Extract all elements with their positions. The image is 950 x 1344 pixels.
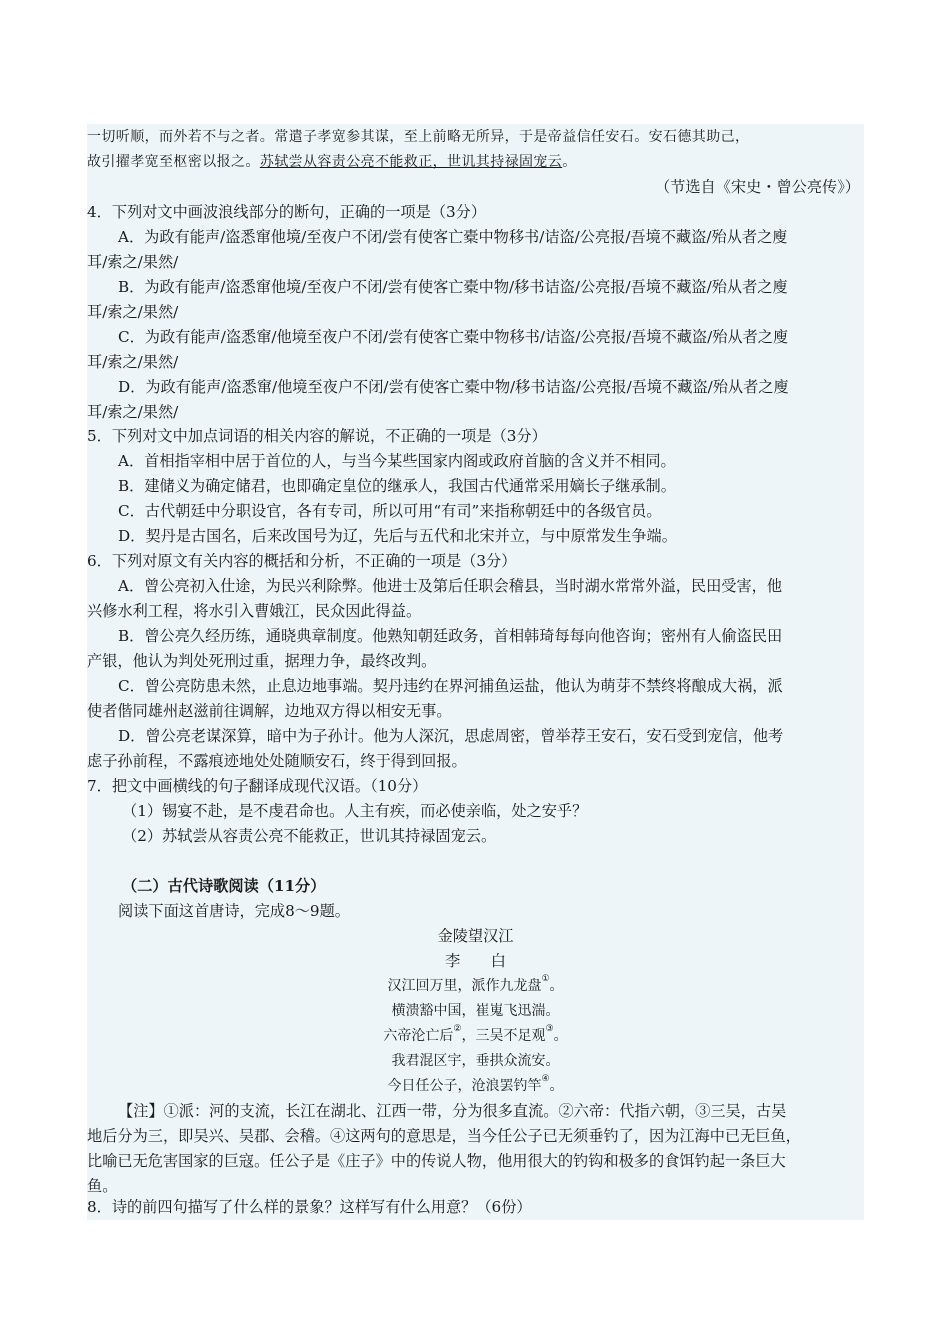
poem-line-3 [87,1024,864,1049]
passage-line-2-end: 。 [562,154,577,170]
q6-option-a-line-1: A．曾公亮初入仕途，为民兴利除弊。他进士及第后任职会稽县，当时湖水常常外溢，民田受害，他 [118,577,783,595]
underlined-sentence: 苏轼尝从容责公亮不能救正，世讥其持禄固宠云 [259,154,563,170]
notes-line-1: 【注】①派：河的支流，长江在湖北、江西一带，分为很多直流。②六帝：代指六朝，③三吴，古吴 [118,1102,787,1120]
q5-option-b: B．建储义为确定储君，也即确定皇位的继承人，我国古代通常采用嫡长子继承制。 [118,477,676,495]
q7-sentence-1: （1）锡宴不赴，是不虔君命也。人主有疾，而必使亲临，处之安乎？ [122,802,588,820]
passage-line-2-text: 故引擢孝宽至枢密以报之。 [87,154,260,170]
poem-line-5-end: 。 [549,1078,564,1094]
passage-line-2 [87,150,864,175]
q4-option-a-line-1: A．为政有能声/盗悉窜他境/至夜户不闭/尝有使客亡橐中物移书/诘盗/公亮报/吾境不藏盗/殆从者之廋 [118,228,788,246]
poem-line-3-end: 。 [553,1028,568,1044]
poem-line-5 [87,1074,864,1099]
poem-line-3-text-b: ，三吴不足观 [461,1028,546,1044]
q4-stem: 4．下列对文中画波浪线部分的断句，正确的一项是（3分） [87,203,487,221]
footnote-marker-3: ③ [545,1024,554,1034]
q6-option-b-line-2: 产银，他认为判处死刑过重，据理力争，最终改判。 [87,652,437,670]
footnote-marker-4: ④ [541,1074,550,1084]
q5-option-a: A．首相指宰相中居于首位的人，与当今某些国家内阁或政府首脑的含义并不相同。 [118,452,676,470]
q6-option-a-line-2: 兴修水利工程，将水引入曹娥江，民众因此得益。 [87,602,422,620]
poem-author: 李 白 [445,952,506,970]
document-page [87,124,864,1220]
q8-stem: 8．诗的前四句描写了什么样的景象？这样写有什么用意？（6份） [87,1198,532,1216]
q4-option-c-line-2: 耳/索之/果然/ [87,353,179,371]
q4-option-d-line-2: 耳/索之/果然/ [87,403,179,421]
footnote-marker-1: ① [541,974,550,984]
q4-option-b-line-1: B．为政有能声/盗悉窜他境/至夜户不闭/尝有使客亡橐中物/移书诘盗/公亮报/吾境不藏盗/殆从者之廋 [118,278,788,296]
passage-line-1: 一切听顺，而外若不与之者。常遣子孝宽参其谋，至上前略无所异，于是帝益信任安石。安石德其助己， [87,129,750,145]
q4-option-c-line-1: C．为政有能声/盗悉窜/他境至夜户不闭/尝有使客亡橐中物移书/诘盗/公亮报/吾境不藏盗/殆从者之廋 [118,328,789,346]
q5-option-d: D．契丹是古国名，后来改国号为辽，先后与五代和北宋并立，与中原常发生争端。 [118,527,677,545]
notes-line-3: 比喻已无危害国家的巨寇。任公子是《庄子》中的传说人物，他用很大的钓钩和极多的食饵钓起一条巨大 [87,1152,786,1170]
q4-option-d-line-1: D．为政有能声/盗悉窜/他境至夜户不闭/尝有使客亡橐中物/移书诘盗/公亮报/吾境不藏盗/殆从者之廋 [118,378,789,396]
passage-source: （节选自《宋史・曾公亮传》） [654,178,860,196]
section-intro: 阅读下面这首唐诗，完成8～9题。 [118,902,350,920]
q7-sentence-2: （2）苏轼尝从容责公亮不能救正，世讥其持禄固宠云。 [122,827,497,845]
poem-line-1-end: 。 [549,978,564,994]
poem-line-2: 横溃豁中国，崔嵬飞迅湍。 [391,1003,560,1019]
q5-option-c: C．古代朝廷中分职设官，各有专司，所以可用“有司”来指称朝廷中的各级官员。 [118,502,662,520]
q6-option-d-line-1: D．曾公亮老谋深算，暗中为子孙计。他为人深沉，思虑周密，曾举荐王安石，安石受到宠信，他考 [118,727,784,745]
poem-line-3-text-a: 六帝沦亡后 [383,1028,454,1044]
section-heading: （二）古代诗歌阅读（11分） [122,877,326,895]
poem-line-4: 我君混区宇，垂拱众流安。 [391,1053,560,1069]
footnote-marker-2: ② [453,1024,462,1034]
q6-option-b-line-1: B．曾公亮久经历练，通晓典章制度。他熟知朝廷政务，首相韩琦每每向他咨询；密州有人偷盗民田 [118,627,783,645]
q6-stem: 6．下列对原文有关内容的概括和分析，不正确的一项是（3分） [87,552,517,570]
q6-option-d-line-2: 虑子孙前程，不露痕迹地处处随顺安石，终于得到回报。 [87,752,467,770]
q6-option-c-line-1: C．曾公亮防患未然，止息边地事端。契丹违约在界河捕鱼运盐，他认为萌芽不禁终将酿成大祸，派 [118,677,783,695]
q4-option-b-line-2: 耳/索之/果然/ [87,303,179,321]
q6-option-c-line-2: 使者偕同雄州赵滋前往调解，边地双方得以相安无事。 [87,702,452,720]
q5-stem: 5．下列对文中加点词语的相关内容的解说，不正确的一项是（3分） [87,427,547,445]
poem-line-1-text: 汉江回万里，派作九龙盘 [387,978,542,994]
poem-line-1 [87,974,864,999]
poem-line-5-text: 今日任公子，沧浪罢钓竿 [387,1078,542,1094]
poem-title: 金陵望汉江 [437,927,514,945]
notes-line-2: 地后分为三，即吴兴、吴郡、会稽。④这两句的意思是，当今任公子已无须垂钓了，因为江海中已无巨鱼， [87,1127,801,1145]
q7-stem: 7．把文中画横线的句子翻译成现代汉语。（10分） [87,777,428,795]
q4-option-a-line-2: 耳/索之/果然/ [87,253,179,271]
notes-line-4: 鱼。 [87,1177,118,1195]
